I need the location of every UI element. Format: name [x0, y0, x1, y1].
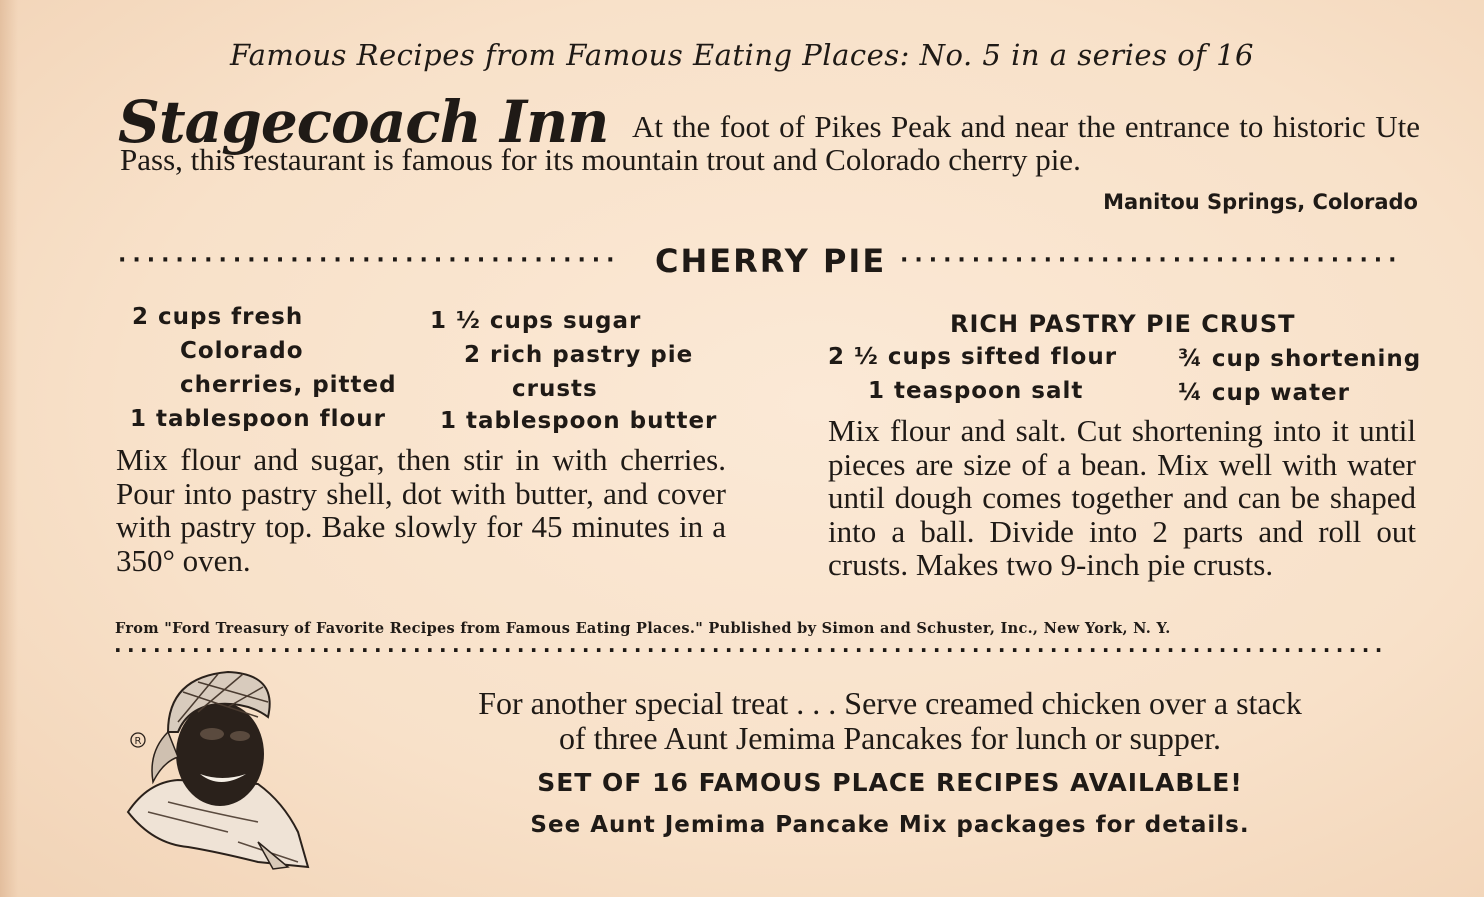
series-title: Famous Recipes from Famous Eating Places: No. 5 in a series of 16 [229, 38, 1255, 72]
ingredient-line: crusts [512, 376, 598, 402]
crust-directions: Mix flour and salt. Cut shortening into it until pieces are size of a bean. Mix well with water until dough comes together and can be shaped into a ball. Divide into 2 parts and roll out crusts. Makes two 9-inch pie crusts. [828, 413, 1416, 582]
ingredient-line: cherries, pitted [180, 372, 397, 398]
promo-line: For another special treat . . . Serve creamed chicken over a stack [478, 685, 1302, 721]
ingredient-line: 1 ½ cups sugar [430, 308, 642, 334]
restaurant-location: Manitou Springs, Colorado [1103, 190, 1418, 214]
crust-title: RICH PASTRY PIE CRUST [950, 310, 1296, 338]
crust-ingredient: 2 ½ cups sifted flour [828, 344, 1118, 370]
dot-leader-left: ··································· [118, 248, 621, 273]
ingredient-line: 2 cups fresh [132, 304, 304, 330]
ingredient-line: 2 rich pastry pie [464, 342, 694, 368]
crust-ingredient: ¼ cup water [1178, 380, 1350, 406]
dot-leader-right: ··································· [900, 248, 1403, 273]
ingredient-line: Colorado [180, 338, 304, 364]
ingredient-line: 1 tablespoon flour [130, 406, 387, 432]
restaurant-description: At the foot of Pikes Peak and near the entrance to historic Ute Pass, this restaurant is famous for its mountain trout and Colorado cherry pie. [120, 109, 1420, 177]
portrait-illustration [108, 662, 318, 872]
dot-divider: ·································································································· [114, 638, 1388, 662]
restaurant-name: Stagecoach Inn [118, 88, 609, 156]
promo-footer: See Aunt Jemima Pancake Mix packages for details. [530, 812, 1250, 838]
ingredient-line: 1 tablespoon butter [440, 408, 718, 434]
promo-headline: SET OF 16 FAMOUS PLACE RECIPES AVAILABLE! [537, 768, 1243, 797]
recipe-directions: Mix flour and sugar, then stir in with cherries. Pour into pastry shell, dot with butter, and cover with pastry top. Bake slowly for 45 minutes in a 350° oven. [116, 442, 726, 578]
crust-ingredient: 1 teaspoon salt [868, 378, 1084, 404]
source-credit: From "Ford Treasury of Favorite Recipes from Famous Eating Places." Published by Simon and Schuster, Inc., New York, N. Y. [115, 620, 1171, 637]
svg-text:R: R [134, 736, 142, 747]
promo-line: of three Aunt Jemima Pancakes for lunch or supper. [558, 720, 1222, 756]
recipe-title: CHERRY PIE [655, 242, 887, 280]
crust-ingredient: ¾ cup shortening [1178, 346, 1422, 372]
